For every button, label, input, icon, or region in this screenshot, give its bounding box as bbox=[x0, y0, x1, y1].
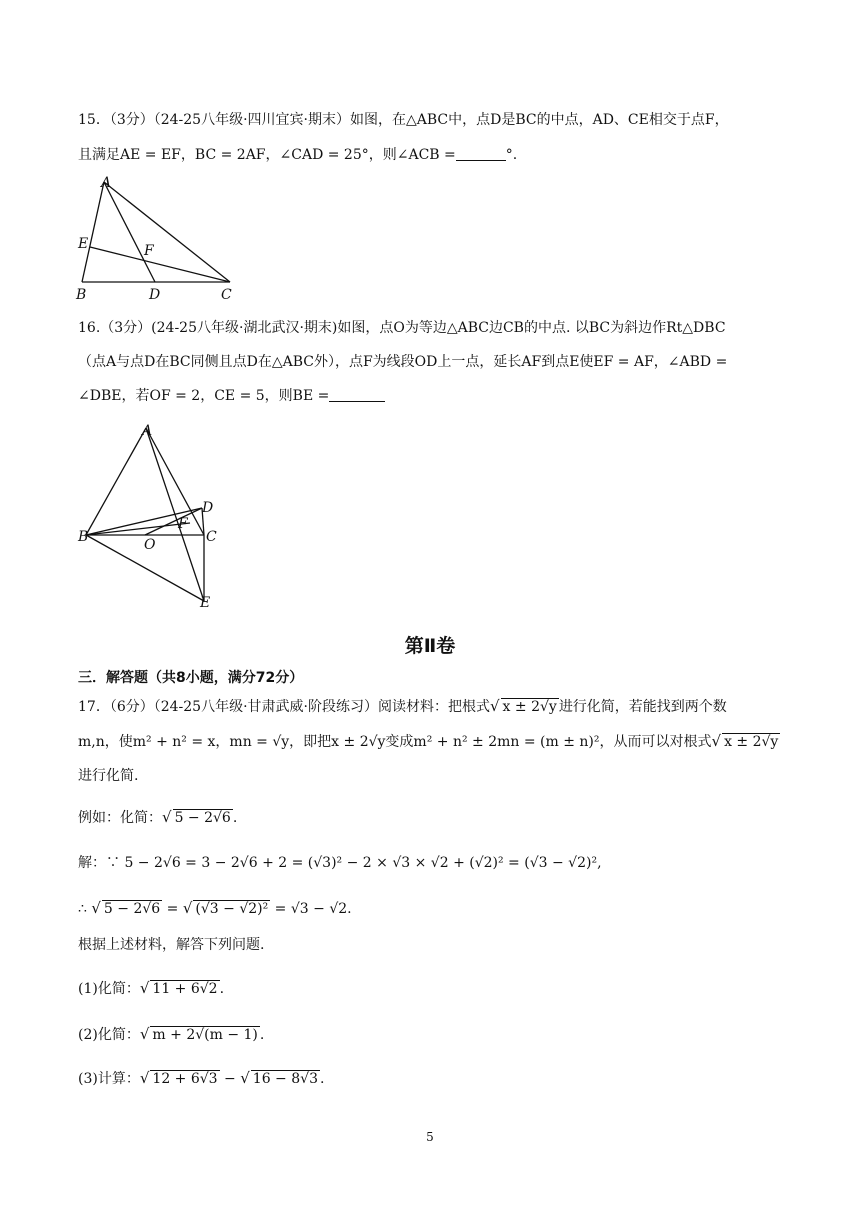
q16-label-b: B bbox=[78, 529, 89, 545]
q17-part-3-radical-2: 16 − 8√3 bbox=[252, 1071, 318, 1087]
q17-part-1 bbox=[78, 978, 224, 999]
q17-solution-1: 解：∵ 5 − 2√6 = 3 − 2√6 + 2 = (√3)² − 2 × √3 × √2 + (√2)² = (√3 − √2)², bbox=[78, 855, 602, 871]
q17-solution-mid: = bbox=[162, 901, 183, 917]
q17-line-2a: m,n，使m² + n² = x，mn = √y，即把x ± 2√y变成m² + n² ± 2mn = (m ± n)²，从而可以对根式 bbox=[78, 734, 712, 750]
q17-radical-1: x ± 2√y bbox=[502, 699, 557, 715]
q17-example bbox=[78, 807, 237, 828]
q16-line-1: 16.（3分）(24-25八年级·湖北武汉·期末)如图，点O为等边△ABC边CB的中点. 以BC为斜边作Rt△DBC bbox=[78, 320, 726, 336]
q17-part-2a: (2)化简： bbox=[78, 1027, 140, 1043]
q17-line-1b: 进行化简，若能找到两个数 bbox=[558, 699, 727, 715]
page-number: 5 bbox=[426, 1130, 434, 1144]
q17-part-2b: . bbox=[259, 1027, 265, 1043]
sqrt-icon: √ bbox=[489, 697, 500, 715]
q15-line-2-text: 且满足AE = EF，BC = 2AF，∠CAD = 25°，则∠ACB = bbox=[78, 147, 456, 163]
q17-part-3a: (3)计算： bbox=[78, 1071, 140, 1087]
q17-part-1b: . bbox=[219, 981, 225, 997]
q17-example-a: 例如：化简： bbox=[78, 810, 162, 826]
q15-label-b: B bbox=[76, 287, 87, 303]
q17-part-1-radical: 11 + 6√2 bbox=[152, 981, 218, 997]
q16-line-2: （点A与点D在BC同侧且点D在△ABC外），点F为线段OD上一点，延长AF到点E使EF = AF，∠ABD = bbox=[78, 354, 728, 370]
q15-line-2-end: °. bbox=[505, 147, 518, 163]
q17-example-b: . bbox=[232, 810, 238, 826]
q17-solution-2a: ∴ bbox=[78, 901, 92, 917]
sqrt-icon: √ bbox=[91, 899, 101, 917]
sqrt-icon: √ bbox=[711, 732, 722, 750]
q16-line-3 bbox=[78, 386, 385, 406]
q15-label-f: F bbox=[144, 243, 154, 259]
q17-line-3: 进行化简. bbox=[78, 768, 139, 784]
q17-part-3-radical-1: 12 + 6√3 bbox=[152, 1071, 218, 1087]
q15-label-c: C bbox=[221, 287, 232, 303]
q17-part-3-mid: − bbox=[219, 1071, 241, 1087]
q17-example-radical: 5 − 2√6 bbox=[174, 810, 231, 826]
sqrt-icon: √ bbox=[139, 1069, 150, 1087]
q17-intro: 根据上述材料，解答下列问题. bbox=[78, 937, 265, 953]
q15-figure bbox=[70, 172, 250, 304]
q17-line-2 bbox=[78, 731, 780, 752]
q15-label-a: A bbox=[101, 175, 112, 191]
part-title: 第Ⅱ卷 bbox=[404, 635, 456, 657]
sqrt-icon: √ bbox=[240, 1069, 250, 1087]
q16-answer-blank[interactable] bbox=[329, 387, 385, 402]
q17-part-3 bbox=[78, 1068, 324, 1089]
sqrt-icon: √ bbox=[139, 979, 150, 997]
q17-line-1 bbox=[78, 696, 727, 717]
sqrt-icon: √ bbox=[162, 808, 172, 826]
sqrt-icon: √ bbox=[139, 1025, 150, 1043]
q15-line-2 bbox=[78, 145, 517, 165]
q16-label-f: F bbox=[178, 516, 188, 532]
q16-label-e: E bbox=[200, 595, 211, 611]
section-heading: 三．解答题（共8小题，满分72分） bbox=[78, 670, 304, 686]
q17-radical-2: x ± 2√y bbox=[724, 734, 779, 750]
sqrt-icon: √ bbox=[182, 899, 193, 917]
q17-solution-2 bbox=[78, 898, 352, 919]
q16-figure bbox=[70, 415, 230, 615]
q17-part-3b: . bbox=[319, 1071, 325, 1087]
q15-label-e: E bbox=[78, 236, 89, 252]
q15-label-d: D bbox=[149, 287, 161, 303]
q17-solution-radical-2: (√3 − √2)² bbox=[195, 901, 269, 917]
q17-part-2 bbox=[78, 1024, 264, 1045]
q16-label-o: O bbox=[144, 537, 156, 553]
q17-part-2-radical: m + 2√(m − 1) bbox=[152, 1027, 258, 1043]
q17-solution-radical-1: 5 − 2√6 bbox=[103, 901, 161, 917]
q17-line-1a: 17．（6分）（24-25八年级·甘肃武威·阶段练习）阅读材料：把根式 bbox=[78, 699, 490, 715]
q16-line-3-text: ∠DBE，若OF = 2，CE = 5，则BE = bbox=[78, 388, 330, 404]
q16-label-a: A bbox=[142, 423, 153, 439]
q17-part-1a: (1)化简： bbox=[78, 981, 140, 997]
q16-label-d: D bbox=[202, 500, 214, 516]
q15-line-1: 15．（3分）（24-25八年级·四川宜宾·期末）如图，在△ABC中，点D是BC的中点，AD、CE相交于点F， bbox=[78, 112, 729, 128]
q15-answer-blank[interactable] bbox=[456, 146, 506, 161]
q17-solution-2b: = √3 − √2. bbox=[270, 901, 352, 917]
q16-label-c: C bbox=[206, 529, 217, 545]
